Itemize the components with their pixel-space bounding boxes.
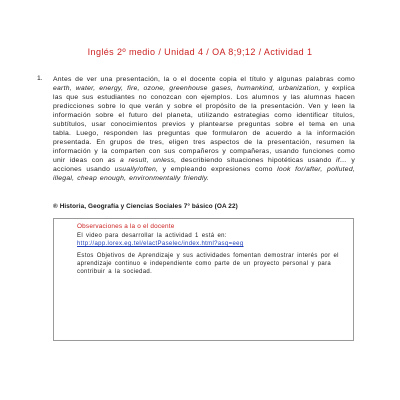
observation-line: Estos Objetivos de Aprendizaje y sus actividades fomentan demostrar interés por el [77, 253, 339, 259]
activity-number: 1. [37, 75, 43, 82]
activity-text-segment: if… [335, 157, 347, 164]
activity-text-segment: as a result, unless, [107, 157, 177, 164]
observations-title: Observaciones a la o el docente [77, 223, 175, 230]
oa-reference [53, 203, 353, 210]
activity-text-segment: look for/after, polluted, illegal, cheap enough, environmentally friendly. [53, 166, 355, 182]
observation-line: aprendizaje continuo e independiente como parte de un proyecto personal y para [77, 261, 332, 267]
activity-text-segment: Antes de ver una presentación, la o el docente copia el título y algunas palabras como [53, 76, 355, 83]
oa-reference-text: Historia, Geografía y Ciencias Sociales 7° básico (OA 22) [57, 203, 238, 210]
activity-text-segment: describiendo situaciones hipotéticas usando [176, 157, 336, 164]
page-title: Inglés 2º medio / Unidad 4 / OA 8;9;12 / Actividad 1 [87, 47, 313, 57]
observation-line: contribuir a la sociedad. [77, 269, 153, 275]
activity-text-segment: usually/often, [114, 166, 159, 173]
registered-icon: ® [53, 203, 58, 210]
video-intro-text: El video para desarrollar la actividad 1 está en: [77, 233, 227, 239]
activity-text-segment: earth, water, energy, fire, ozone, greenhouse gases, humankind, urbanization, [53, 85, 321, 92]
video-link[interactable]: http://app.lorex.eg.tel/elactPaselec/index.html?asq=eeg [77, 241, 244, 247]
activity-text-segment: y empleando expresiones como [158, 166, 278, 173]
activity-description [53, 75, 355, 183]
activity-text-segment: y explica las que sus estudiantes no conozcan con ejemplos. Los alumnos y las alumnas hacen predicciones sobre lo que verán y sobre el propósito de la presentación. Ven y leen la información sobre el futuro del planeta, utilizando estrategias como identificar títulos, subtítulos, usar conocimientos previos y plantearse preguntas sobre el tema en una tabla. Luego, responden las preguntas que formularon de acuerdo a la información presentada. En grupos de tres, eligen tres aspectos de la presentación, resumen la información y la comparten con sus compañeros y compañeras, usando funciones como unir ideas con [53, 85, 355, 164]
activity-text-segment: y acciones usando [53, 157, 356, 173]
